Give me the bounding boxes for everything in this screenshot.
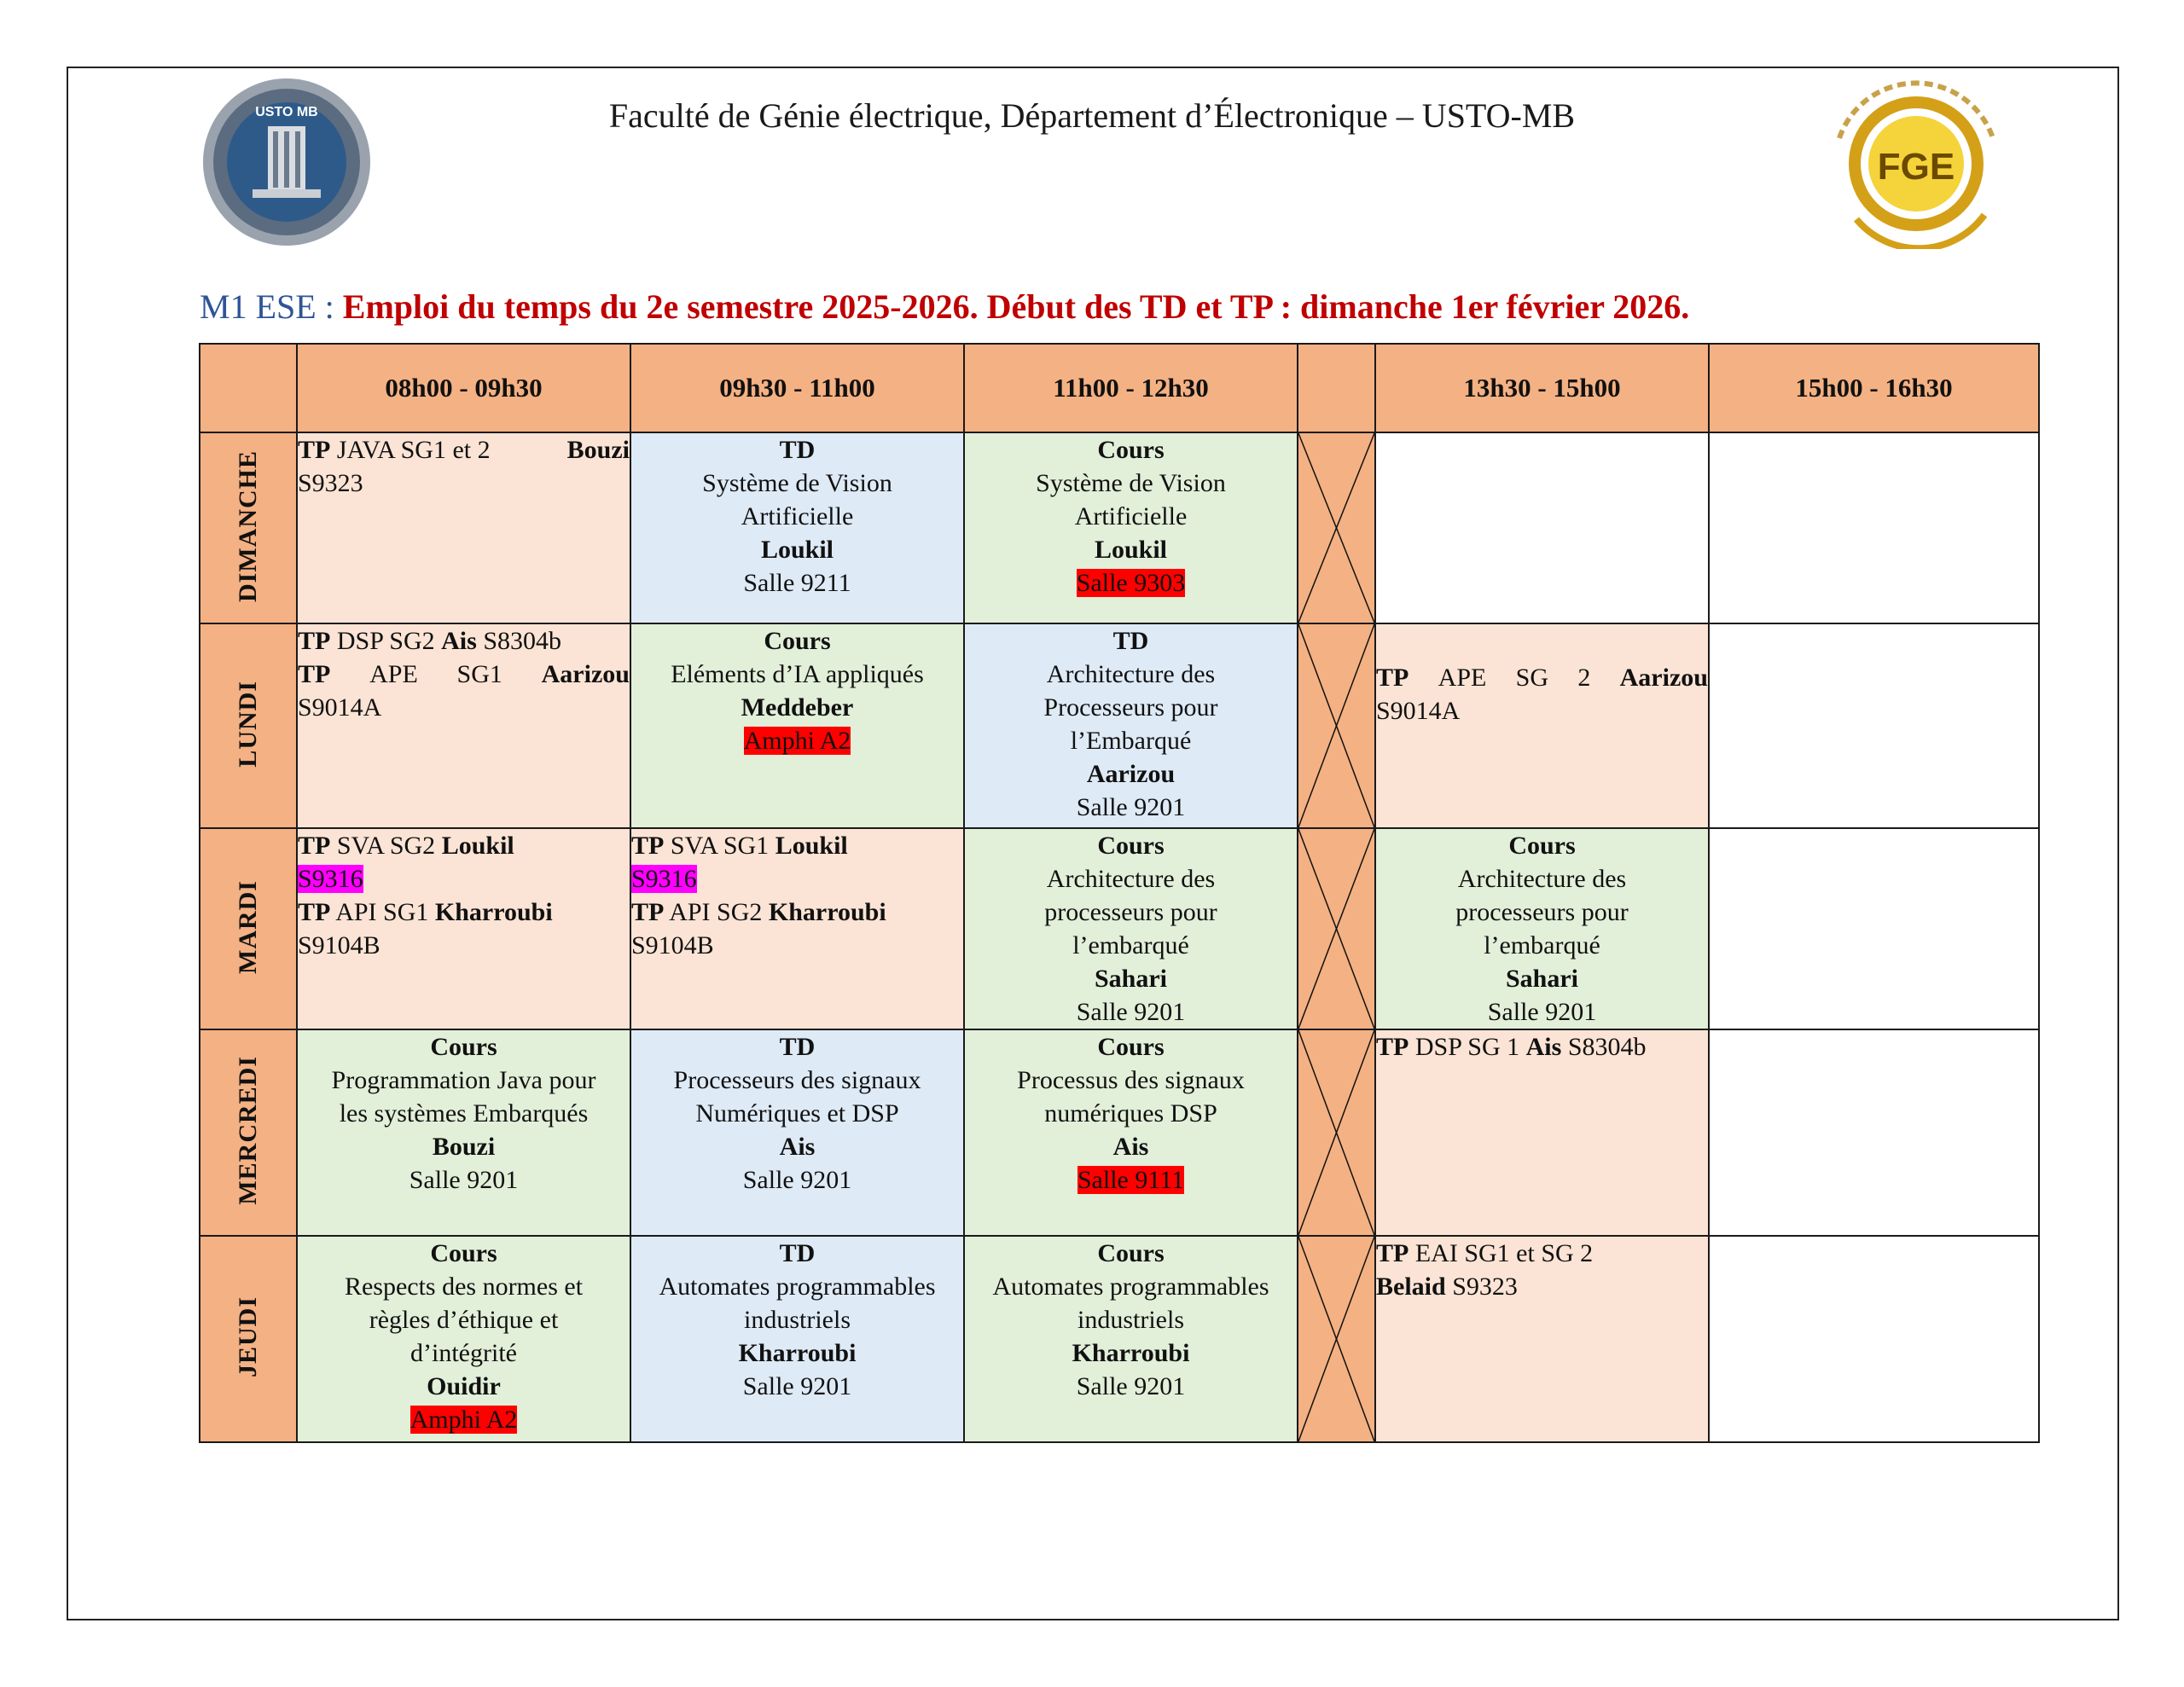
slot-text: EAI SG1 et SG 2 bbox=[1409, 1239, 1594, 1267]
slot-room: S9323 bbox=[298, 469, 363, 497]
slot-subject: Processeurs pour bbox=[1043, 693, 1218, 722]
slot-mardi-1 bbox=[297, 828, 630, 1029]
slot-mercredi-1 bbox=[297, 1029, 630, 1236]
slot-type: Cours bbox=[1508, 832, 1576, 860]
slot-teacher: Ais bbox=[1112, 1133, 1149, 1161]
slot-type: Cours bbox=[764, 627, 831, 655]
column-header-break bbox=[1298, 344, 1375, 432]
slot-type: TP bbox=[298, 627, 331, 655]
slot-mercredi-5 bbox=[1375, 1029, 1709, 1236]
slot-subject: Programmation Java pour bbox=[331, 1066, 596, 1094]
slot-text: SG1 bbox=[456, 660, 502, 688]
column-header: 15h00 - 16h30 bbox=[1709, 344, 2039, 432]
slot-mercredi-6 bbox=[1709, 1029, 2039, 1236]
slot-type: TP bbox=[631, 832, 665, 860]
slot-teacher: Kharroubi bbox=[768, 898, 886, 926]
slot-jeudi-6 bbox=[1709, 1236, 2039, 1442]
slot-teacher: Bouzi bbox=[566, 436, 630, 464]
slot-teacher: Sahari bbox=[1505, 965, 1579, 993]
slot-subject: numériques DSP bbox=[1044, 1099, 1217, 1128]
slot-room: S9104B bbox=[298, 931, 380, 959]
slot-type: TD bbox=[779, 1239, 816, 1267]
slot-room: S9014A bbox=[298, 693, 382, 722]
slot-room: Salle 9211 bbox=[743, 569, 851, 597]
corner-cell bbox=[200, 344, 297, 432]
slot-subject: Architecture des bbox=[1457, 865, 1627, 893]
slot-subject: Eléments d’IA appliqués bbox=[671, 660, 924, 688]
slot-text: SVA SG2 bbox=[330, 832, 442, 860]
slot-teacher: Loukil bbox=[1094, 536, 1168, 564]
day-label-cell bbox=[200, 432, 297, 623]
slot-subject: Automates programmables bbox=[659, 1272, 936, 1301]
slot-mardi-2 bbox=[630, 828, 964, 1029]
fge-logo bbox=[1822, 70, 2010, 249]
slot-subject: l’Embarqué bbox=[1070, 727, 1192, 755]
slot-lundi-3 bbox=[964, 623, 1298, 828]
slot-type: Cours bbox=[1097, 436, 1165, 464]
row-mercredi bbox=[200, 1029, 2039, 1236]
slot-type: TD bbox=[779, 436, 816, 464]
slot-type: TP bbox=[631, 898, 665, 926]
slot-text: 2 bbox=[1577, 664, 1591, 692]
day-label: DIMANCHE bbox=[234, 449, 262, 602]
usto-mb-logo bbox=[201, 77, 372, 247]
slot-mercredi-2 bbox=[630, 1029, 964, 1236]
slot-text: APE bbox=[369, 660, 418, 688]
row-lundi bbox=[200, 623, 2039, 828]
slot-teacher: Ais bbox=[441, 627, 477, 655]
slot-subject: Automates programmables bbox=[992, 1272, 1269, 1301]
slot-text: DSP SG2 bbox=[330, 627, 442, 655]
slot-type: Cours bbox=[1097, 1239, 1165, 1267]
day-label: LUNDI bbox=[234, 680, 262, 768]
slot-room: Salle 9201 bbox=[1076, 793, 1186, 821]
lunch-break-cell bbox=[1298, 1236, 1375, 1442]
slot-type: Cours bbox=[1097, 1033, 1165, 1061]
slot-teacher: Belaid bbox=[1376, 1272, 1446, 1301]
slot-room: Salle 9201 bbox=[1076, 998, 1186, 1026]
row-mardi bbox=[200, 828, 2039, 1029]
slot-subject: l’embarqué bbox=[1484, 931, 1600, 959]
slot-teacher: Kharroubi bbox=[738, 1339, 857, 1367]
slot-teacher: Aarizou bbox=[1619, 664, 1708, 692]
slot-room: Salle 9201 bbox=[409, 1166, 519, 1194]
slot-teacher: Loukil bbox=[760, 536, 834, 564]
slot-type: Cours bbox=[430, 1239, 497, 1267]
slot-subject: industriels bbox=[744, 1306, 851, 1334]
slot-dimanche-2 bbox=[630, 432, 964, 623]
slot-room-highlight: Amphi A2 bbox=[410, 1406, 518, 1434]
column-header: 11h00 - 12h30 bbox=[964, 344, 1298, 432]
logo-right-text: FGE bbox=[1877, 146, 1955, 188]
slot-room-highlight: Amphi A2 bbox=[743, 727, 851, 755]
slot-subject: industriels bbox=[1077, 1306, 1184, 1334]
slot-subject: Artificielle bbox=[1074, 502, 1188, 530]
day-label-cell bbox=[200, 1236, 297, 1442]
slot-teacher: Ais bbox=[1525, 1033, 1562, 1061]
slot-room-highlight: Salle 9111 bbox=[1077, 1166, 1185, 1194]
slot-teacher: Meddeber bbox=[741, 693, 854, 722]
slot-room: S8304b bbox=[1561, 1033, 1647, 1061]
slot-type: TP bbox=[1376, 1239, 1409, 1267]
column-header: 08h00 - 09h30 bbox=[297, 344, 630, 432]
slot-subject: Processeurs des signaux bbox=[673, 1066, 921, 1094]
slot-room: Salle 9201 bbox=[1487, 998, 1597, 1026]
day-label-cell bbox=[200, 623, 297, 828]
slot-teacher: Loukil bbox=[775, 832, 848, 860]
slot-type: Cours bbox=[430, 1033, 497, 1061]
header-row bbox=[200, 344, 2039, 432]
slot-jeudi-1 bbox=[297, 1236, 630, 1442]
slot-subject: processeurs pour bbox=[1044, 898, 1217, 926]
slot-subject: Processus des signaux bbox=[1017, 1066, 1245, 1094]
slot-room: S8304b bbox=[476, 627, 561, 655]
timetable bbox=[199, 343, 2040, 1443]
slot-room-highlight: Salle 9303 bbox=[1076, 569, 1186, 597]
column-header: 09h30 - 11h00 bbox=[630, 344, 964, 432]
page-header-title: Faculté de Génie électrique, Département d’Électronique – USTO-MB bbox=[608, 96, 1576, 135]
slot-room: S9323 bbox=[1445, 1272, 1518, 1301]
slot-dimanche-1 bbox=[297, 432, 630, 623]
day-label: JEUDI bbox=[234, 1296, 262, 1377]
slot-dimanche-5 bbox=[1375, 432, 1709, 623]
slot-room: S9014A bbox=[1376, 697, 1461, 725]
slot-subject: processeurs pour bbox=[1455, 898, 1629, 926]
logo-left-text: USTO MB bbox=[255, 105, 318, 119]
slot-subject: l’embarqué bbox=[1072, 931, 1189, 959]
slot-mardi-3 bbox=[964, 828, 1298, 1029]
slot-text: DSP SG 1 bbox=[1409, 1033, 1526, 1061]
slot-dimanche-6 bbox=[1709, 432, 2039, 623]
slot-type: TP bbox=[298, 660, 331, 688]
slot-mardi-6 bbox=[1709, 828, 2039, 1029]
slot-lundi-2 bbox=[630, 623, 964, 828]
slot-teacher: Aarizou bbox=[541, 660, 630, 688]
slot-subject: Système de Vision bbox=[1036, 469, 1226, 497]
slot-subject: Numériques et DSP bbox=[695, 1099, 899, 1128]
slot-room-highlight: S9316 bbox=[631, 865, 697, 893]
subtitle-main: Emploi du temps du 2e semestre 2025-2026. Début des TD et TP : dimanche 1er février 2026. bbox=[342, 287, 1690, 326]
column-header: 13h30 - 15h00 bbox=[1375, 344, 1709, 432]
slot-teacher: Sahari bbox=[1094, 965, 1168, 993]
slot-type: TP bbox=[298, 436, 331, 464]
slot-mardi-5 bbox=[1375, 828, 1709, 1029]
slot-subject: Artificielle bbox=[741, 502, 854, 530]
slot-text: APE bbox=[1438, 664, 1487, 692]
slot-type: TP bbox=[298, 832, 331, 860]
slot-jeudi-3 bbox=[964, 1236, 1298, 1442]
subtitle-lead: M1 ESE : bbox=[200, 287, 343, 326]
slot-subject: Architecture des bbox=[1046, 660, 1216, 688]
slot-text: SVA SG1 bbox=[664, 832, 775, 860]
slot-dimanche-3 bbox=[964, 432, 1298, 623]
slot-jeudi-5 bbox=[1375, 1236, 1709, 1442]
day-label: MARDI bbox=[234, 879, 262, 974]
slot-jeudi-2 bbox=[630, 1236, 964, 1442]
slot-room: Salle 9201 bbox=[742, 1372, 852, 1400]
slot-lundi-6 bbox=[1709, 623, 2039, 828]
slot-subject: Système de Vision bbox=[702, 469, 892, 497]
slot-teacher: Aarizou bbox=[1086, 760, 1176, 788]
slot-teacher: Loukil bbox=[441, 832, 514, 860]
slot-subject: règles d’éthique et bbox=[369, 1306, 559, 1334]
slot-subject: les systèmes Embarqués bbox=[339, 1099, 589, 1128]
slot-teacher: Kharroubi bbox=[1072, 1339, 1190, 1367]
slot-type: TD bbox=[779, 1033, 816, 1061]
slot-teacher: Kharroubi bbox=[434, 898, 553, 926]
slot-room: Salle 9201 bbox=[1076, 1372, 1186, 1400]
row-jeudi bbox=[200, 1236, 2039, 1442]
slot-type: TP bbox=[1376, 664, 1409, 692]
lunch-break-cell bbox=[1298, 432, 1375, 623]
slot-lundi-5 bbox=[1375, 623, 1709, 828]
slot-lundi-1 bbox=[297, 623, 630, 828]
slot-text: JAVA SG1 et 2 bbox=[330, 436, 491, 464]
slot-text: SG bbox=[1515, 664, 1549, 692]
slot-type: TP bbox=[298, 898, 331, 926]
lunch-break-cell bbox=[1298, 623, 1375, 828]
lunch-break-cell bbox=[1298, 828, 1375, 1029]
slot-room-highlight: S9316 bbox=[298, 865, 363, 893]
slot-room: Salle 9201 bbox=[742, 1166, 852, 1194]
slot-teacher: Bouzi bbox=[432, 1133, 496, 1161]
slot-subject: Architecture des bbox=[1046, 865, 1216, 893]
slot-text: API SG2 bbox=[664, 898, 769, 926]
lunch-break-cell bbox=[1298, 1029, 1375, 1236]
slot-teacher: Ais bbox=[779, 1133, 816, 1161]
day-label: MERCREDI bbox=[234, 1056, 262, 1205]
slot-subject: d’intégrité bbox=[410, 1339, 517, 1367]
day-label-cell bbox=[200, 1029, 297, 1236]
row-dimanche bbox=[200, 432, 2039, 623]
timetable-subtitle bbox=[200, 287, 1689, 327]
slot-teacher: Ouidir bbox=[427, 1372, 501, 1400]
slot-text: API SG1 bbox=[330, 898, 435, 926]
slot-room: S9104B bbox=[631, 931, 714, 959]
slot-subject: Respects des normes et bbox=[344, 1272, 584, 1301]
slot-type: Cours bbox=[1097, 832, 1165, 860]
slot-type: TP bbox=[1376, 1033, 1409, 1061]
day-label-cell bbox=[200, 828, 297, 1029]
slot-type: TD bbox=[1112, 627, 1149, 655]
slot-mercredi-3 bbox=[964, 1029, 1298, 1236]
